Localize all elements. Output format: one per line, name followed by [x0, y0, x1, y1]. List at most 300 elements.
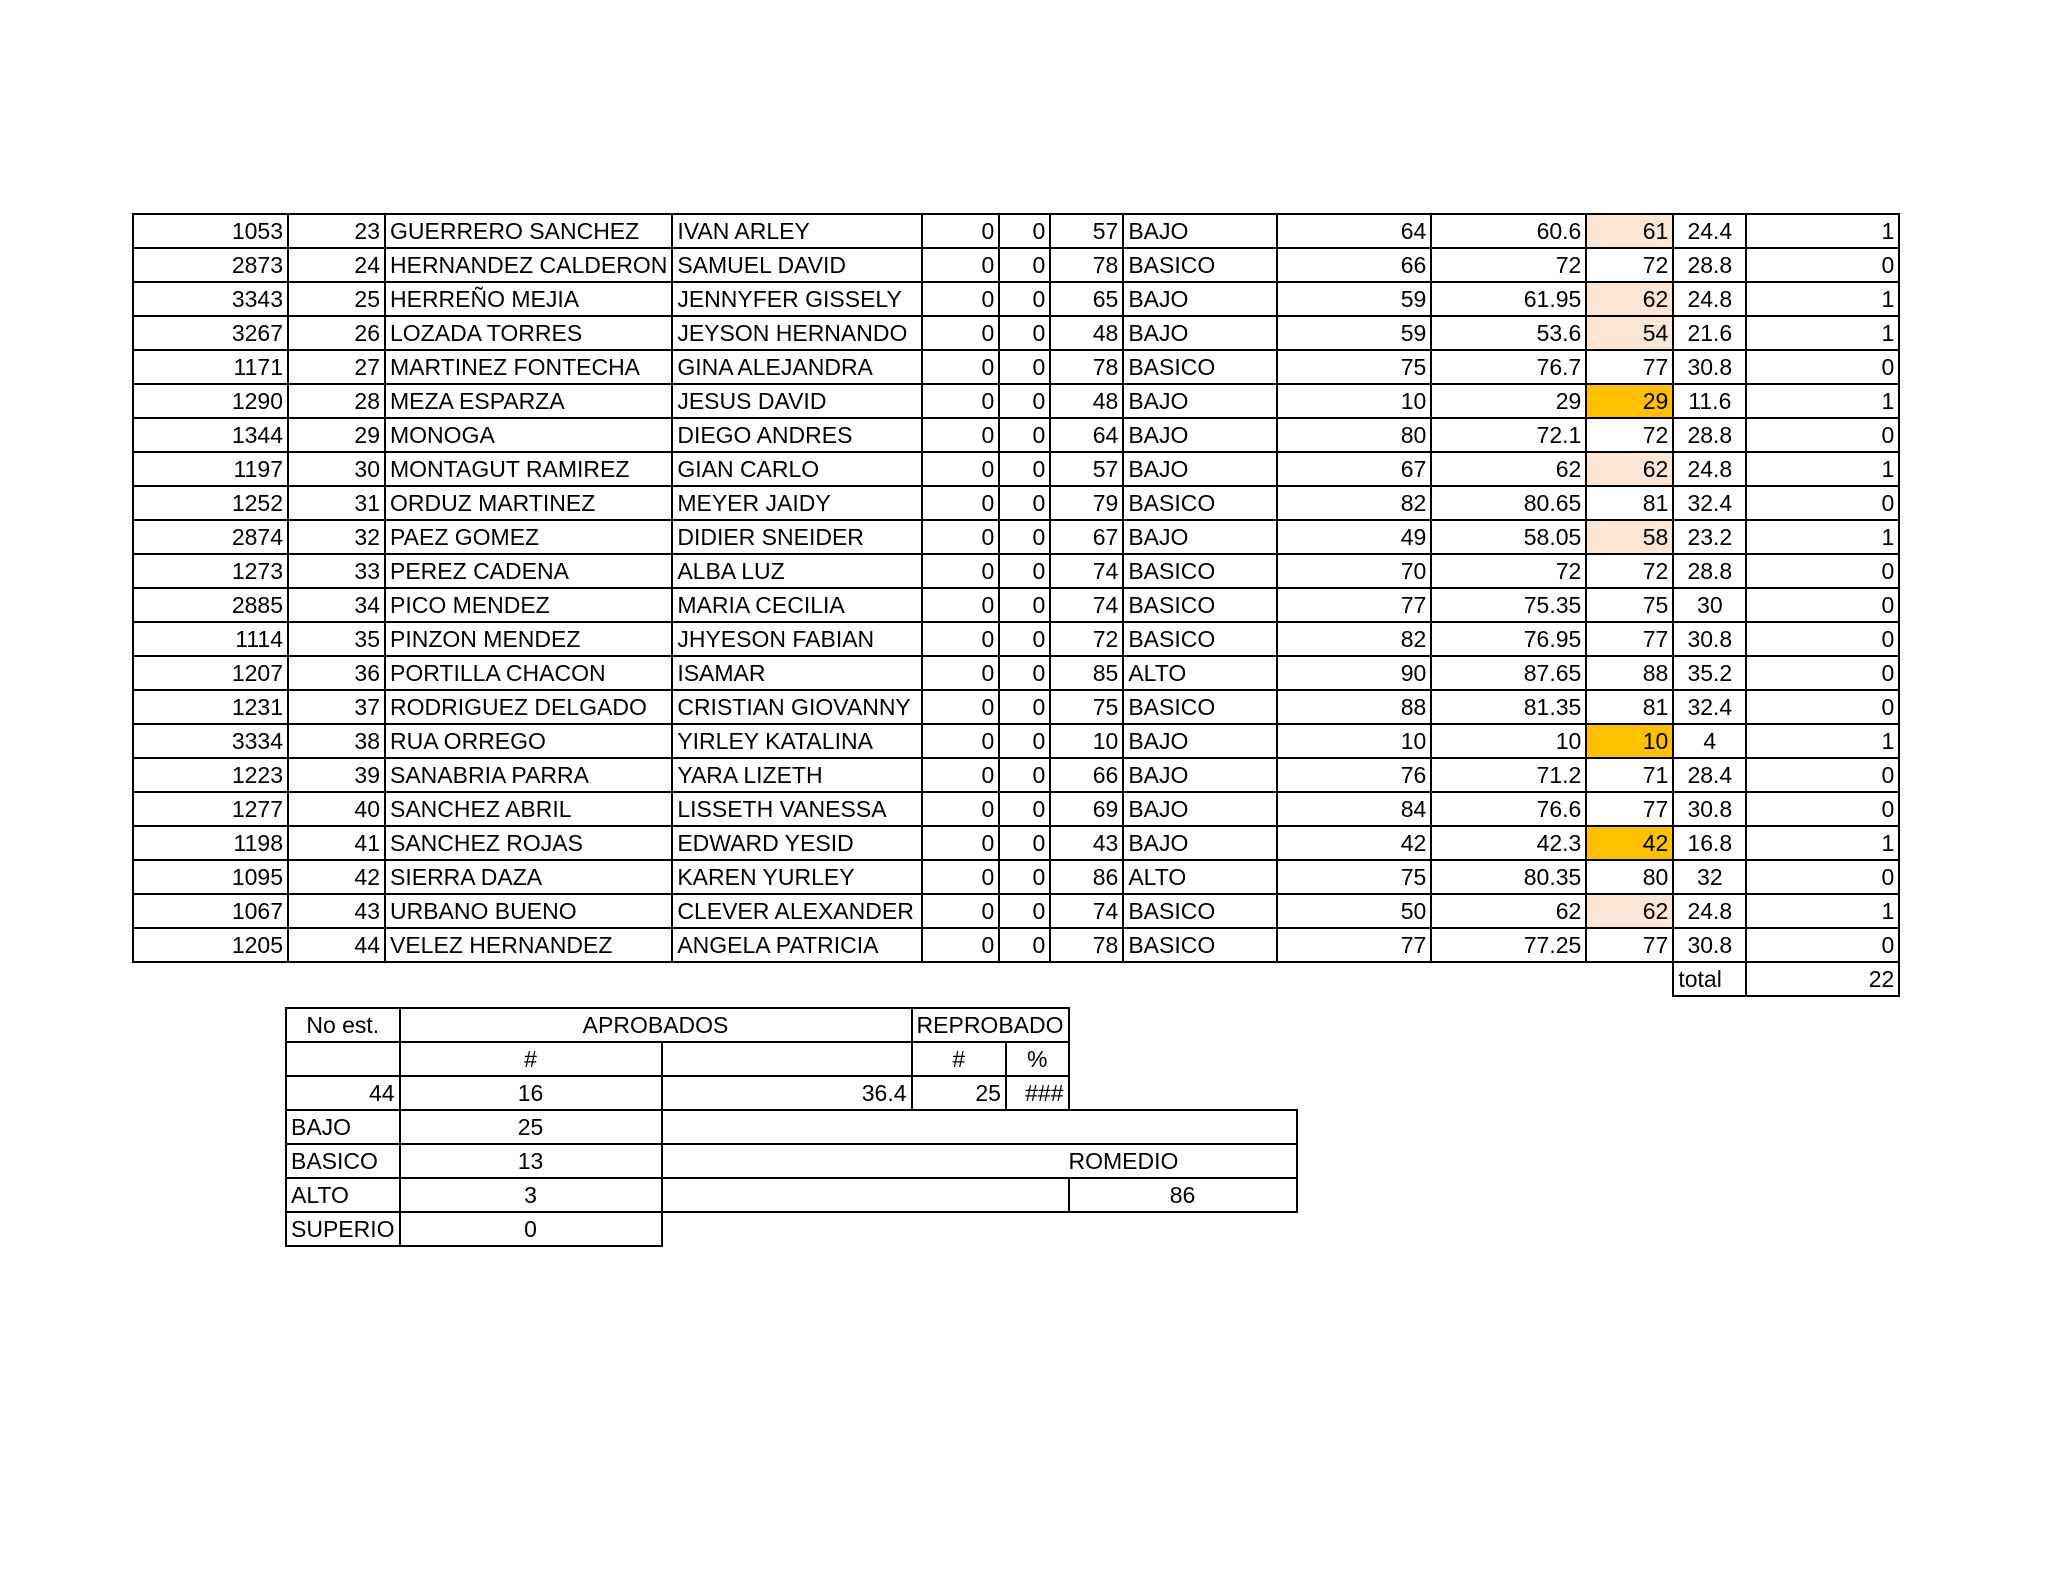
failed-flag-cell: 0 — [1746, 758, 1899, 792]
grade-2-cell: 82 — [1277, 486, 1431, 520]
grade-2-cell: 84 — [1277, 792, 1431, 826]
level-row-bajo — [286, 1110, 1297, 1144]
table-row — [133, 350, 1899, 384]
grade-cell: 67 — [1050, 520, 1123, 554]
last-names-cell: MARTINEZ FONTECHA — [385, 350, 672, 384]
grade-cell: 57 — [1050, 452, 1123, 486]
level-cell: BASICO — [1123, 554, 1277, 588]
student-code-cell: 1171 — [133, 350, 288, 384]
level-cell: BASICO — [1123, 894, 1277, 928]
first-names-cell: GINA ALEJANDRA — [672, 350, 922, 384]
col-c2-cell: 0 — [999, 384, 1050, 418]
percentage-cell: 32 — [1673, 860, 1746, 894]
first-names-cell: ANGELA PATRICIA — [672, 928, 922, 962]
level-cell: BASICO — [1123, 350, 1277, 384]
final-grade-cell: 54 — [1586, 316, 1673, 350]
grade-2-cell: 75 — [1277, 350, 1431, 384]
percentage-cell: 30.8 — [1673, 928, 1746, 962]
last-names-cell: VELEZ HERNANDEZ — [385, 928, 672, 962]
average-cell: 72 — [1431, 554, 1586, 588]
student-code-cell: 1223 — [133, 758, 288, 792]
first-names-cell: EDWARD YESID — [672, 826, 922, 860]
average-cell: 62 — [1431, 452, 1586, 486]
col-c1-cell: 0 — [922, 928, 999, 962]
first-names-cell: YIRLEY KATALINA — [672, 724, 922, 758]
grade-cell: 10 — [1050, 724, 1123, 758]
student-code-cell: 1252 — [133, 486, 288, 520]
first-names-cell: DIDIER SNEIDER — [672, 520, 922, 554]
col-c1-cell: 0 — [922, 316, 999, 350]
grade-2-cell: 80 — [1277, 418, 1431, 452]
failed-flag-cell: 1 — [1746, 826, 1899, 860]
col-c1-cell: 0 — [922, 350, 999, 384]
table-row — [133, 248, 1899, 282]
col-c2-cell: 0 — [999, 214, 1050, 248]
student-code-cell: 1095 — [133, 860, 288, 894]
final-grade-cell: 77 — [1586, 792, 1673, 826]
grade-2-cell: 88 — [1277, 690, 1431, 724]
list-number-cell: 29 — [288, 418, 385, 452]
average-cell: 29 — [1431, 384, 1586, 418]
level-cell: BAJO — [1123, 316, 1277, 350]
aprobados-count: 16 — [400, 1076, 662, 1110]
first-names-cell: MARIA CECILIA — [672, 588, 922, 622]
level-count: 13 — [400, 1144, 662, 1178]
final-grade-cell: 77 — [1586, 928, 1673, 962]
percentage-cell: 4 — [1673, 724, 1746, 758]
level-cell: BAJO — [1123, 792, 1277, 826]
failed-flag-cell: 0 — [1746, 656, 1899, 690]
student-code-cell: 3343 — [133, 282, 288, 316]
first-names-cell: KAREN YURLEY — [672, 860, 922, 894]
average-cell: 80.35 — [1431, 860, 1586, 894]
level-cell: BAJO — [1123, 826, 1277, 860]
grade-2-cell: 10 — [1277, 724, 1431, 758]
level-cell: BAJO — [1123, 758, 1277, 792]
first-names-cell: SAMUEL DAVID — [672, 248, 922, 282]
grade-2-cell: 77 — [1277, 928, 1431, 962]
grade-2-cell: 59 — [1277, 316, 1431, 350]
student-code-cell: 2874 — [133, 520, 288, 554]
table-row — [133, 656, 1899, 690]
final-grade-cell: 88 — [1586, 656, 1673, 690]
first-names-cell: GIAN CARLO — [672, 452, 922, 486]
first-names-cell: JEYSON HERNANDO — [672, 316, 922, 350]
grade-cell: 69 — [1050, 792, 1123, 826]
final-grade-cell: 61 — [1586, 214, 1673, 248]
col-c2-cell: 0 — [999, 622, 1050, 656]
col-c1-cell: 0 — [922, 520, 999, 554]
summary-header-row — [286, 1008, 1297, 1042]
average-cell: 75.35 — [1431, 588, 1586, 622]
failed-flag-cell: 0 — [1746, 554, 1899, 588]
col-c1-cell: 0 — [922, 758, 999, 792]
failed-flag-cell: 1 — [1746, 214, 1899, 248]
percentage-cell: 24.8 — [1673, 282, 1746, 316]
list-number-cell: 35 — [288, 622, 385, 656]
percentage-cell: 32.4 — [1673, 486, 1746, 520]
col-c2-cell: 0 — [999, 724, 1050, 758]
list-number-cell: 36 — [288, 656, 385, 690]
average-cell: 80.65 — [1431, 486, 1586, 520]
grade-cell: 72 — [1050, 622, 1123, 656]
level-label: ALTO — [286, 1178, 400, 1212]
col-c2-cell: 0 — [999, 316, 1050, 350]
first-names-cell: JESUS DAVID — [672, 384, 922, 418]
failed-flag-cell: 1 — [1746, 724, 1899, 758]
last-names-cell: RUA ORREGO — [385, 724, 672, 758]
total-spacer — [133, 962, 1673, 996]
student-code-cell: 1207 — [133, 656, 288, 690]
first-names-cell: CRISTIAN GIOVANNY — [672, 690, 922, 724]
percentage-cell: 32.4 — [1673, 690, 1746, 724]
list-number-cell: 28 — [288, 384, 385, 418]
table-row — [133, 282, 1899, 316]
table-row — [133, 316, 1899, 350]
promedio-label: ROMEDIO — [1069, 1144, 1297, 1178]
col-c1-cell: 0 — [922, 894, 999, 928]
grade-cell: 74 — [1050, 894, 1123, 928]
grade-cell: 75 — [1050, 690, 1123, 724]
list-number-cell: 39 — [288, 758, 385, 792]
average-cell: 61.95 — [1431, 282, 1586, 316]
list-number-cell: 40 — [288, 792, 385, 826]
grades-table-body — [133, 214, 1899, 962]
level-cell: BAJO — [1123, 214, 1277, 248]
percentage-cell: 23.2 — [1673, 520, 1746, 554]
grade-2-cell: 42 — [1277, 826, 1431, 860]
grade-2-cell: 77 — [1277, 588, 1431, 622]
col-c2-cell: 0 — [999, 452, 1050, 486]
col-c2-cell: 0 — [999, 248, 1050, 282]
first-names-cell: CLEVER ALEXANDER — [672, 894, 922, 928]
col-c1-cell: 0 — [922, 248, 999, 282]
failed-flag-cell: 0 — [1746, 588, 1899, 622]
table-row — [133, 418, 1899, 452]
first-names-cell: JHYESON FABIAN — [672, 622, 922, 656]
percentage-cell: 30.8 — [1673, 622, 1746, 656]
average-cell: 60.6 — [1431, 214, 1586, 248]
percentage-cell: 28.4 — [1673, 758, 1746, 792]
grade-cell: 74 — [1050, 588, 1123, 622]
final-grade-cell: 62 — [1586, 282, 1673, 316]
level-cell: ALTO — [1123, 860, 1277, 894]
percentage-cell: 28.8 — [1673, 554, 1746, 588]
percentage-cell: 30 — [1673, 588, 1746, 622]
first-names-cell: JENNYFER GISSELY — [672, 282, 922, 316]
table-row — [133, 452, 1899, 486]
level-label: BAJO — [286, 1110, 400, 1144]
last-names-cell: PICO MENDEZ — [385, 588, 672, 622]
table-row — [133, 520, 1899, 554]
percentage-cell: 28.8 — [1673, 248, 1746, 282]
level-cell: BAJO — [1123, 384, 1277, 418]
level-cell: BASICO — [1123, 486, 1277, 520]
reprobados-count: 25 — [912, 1076, 1006, 1110]
failed-flag-cell: 1 — [1746, 282, 1899, 316]
last-names-cell: MEZA ESPARZA — [385, 384, 672, 418]
average-cell: 42.3 — [1431, 826, 1586, 860]
list-number-cell: 32 — [288, 520, 385, 554]
table-row — [133, 860, 1899, 894]
failed-flag-cell: 1 — [1746, 452, 1899, 486]
failed-flag-cell: 0 — [1746, 486, 1899, 520]
col-c2-cell: 0 — [999, 282, 1050, 316]
student-code-cell: 2885 — [133, 588, 288, 622]
last-names-cell: PAEZ GOMEZ — [385, 520, 672, 554]
percentage-cell: 11.6 — [1673, 384, 1746, 418]
no-est-header: No est. — [286, 1008, 400, 1042]
grade-2-cell: 66 — [1277, 248, 1431, 282]
table-row — [133, 792, 1899, 826]
promedio-value: 86 — [1069, 1178, 1297, 1212]
table-row — [133, 894, 1899, 928]
col-c2-cell: 0 — [999, 418, 1050, 452]
average-cell: 72.1 — [1431, 418, 1586, 452]
student-code-cell: 1197 — [133, 452, 288, 486]
failed-flag-cell: 0 — [1746, 860, 1899, 894]
final-grade-cell: 42 — [1586, 826, 1673, 860]
grade-cell: 85 — [1050, 656, 1123, 690]
list-number-cell: 33 — [288, 554, 385, 588]
col-c1-cell: 0 — [922, 486, 999, 520]
last-names-cell: PINZON MENDEZ — [385, 622, 672, 656]
level-count: 0 — [400, 1212, 662, 1246]
average-cell: 10 — [1431, 724, 1586, 758]
col-c2-cell: 0 — [999, 656, 1050, 690]
grade-2-cell: 64 — [1277, 214, 1431, 248]
list-number-cell: 43 — [288, 894, 385, 928]
col-c1-cell: 0 — [922, 418, 999, 452]
failed-flag-cell: 0 — [1746, 418, 1899, 452]
grade-cell: 43 — [1050, 826, 1123, 860]
table-row — [133, 758, 1899, 792]
table-row — [133, 588, 1899, 622]
grade-cell: 74 — [1050, 554, 1123, 588]
list-number-cell: 24 — [288, 248, 385, 282]
table-row — [133, 928, 1899, 962]
list-number-cell: 37 — [288, 690, 385, 724]
last-names-cell: SIERRA DAZA — [385, 860, 672, 894]
percentage-cell: 16.8 — [1673, 826, 1746, 860]
student-code-cell: 2873 — [133, 248, 288, 282]
level-count: 3 — [400, 1178, 662, 1212]
col-c1-cell: 0 — [922, 214, 999, 248]
col-c2-cell: 0 — [999, 554, 1050, 588]
list-number-cell: 34 — [288, 588, 385, 622]
table-row — [133, 384, 1899, 418]
last-names-cell: MONTAGUT RAMIREZ — [385, 452, 672, 486]
grade-2-cell: 59 — [1277, 282, 1431, 316]
list-number-cell: 23 — [288, 214, 385, 248]
failed-flag-cell: 0 — [1746, 622, 1899, 656]
grade-cell: 48 — [1050, 384, 1123, 418]
col-c2-cell: 0 — [999, 928, 1050, 962]
grade-cell: 64 — [1050, 418, 1123, 452]
last-names-cell: LOZADA TORRES — [385, 316, 672, 350]
last-names-cell: SANABRIA PARRA — [385, 758, 672, 792]
table-row — [133, 826, 1899, 860]
aprobados-header: APROBADOS — [400, 1008, 912, 1042]
col-c2-cell: 0 — [999, 792, 1050, 826]
student-code-cell: 1198 — [133, 826, 288, 860]
aprobados-pct: 36.4 — [662, 1076, 912, 1110]
final-grade-cell: 71 — [1586, 758, 1673, 792]
col-c2-cell: 0 — [999, 486, 1050, 520]
percentage-cell: 30.8 — [1673, 792, 1746, 826]
student-code-cell: 1114 — [133, 622, 288, 656]
last-names-cell: PEREZ CADENA — [385, 554, 672, 588]
final-grade-cell: 62 — [1586, 452, 1673, 486]
last-names-cell: HERREÑO MEJIA — [385, 282, 672, 316]
last-names-cell: GUERRERO SANCHEZ — [385, 214, 672, 248]
col-c1-cell: 0 — [922, 452, 999, 486]
student-code-cell: 1205 — [133, 928, 288, 962]
col-c2-cell: 0 — [999, 690, 1050, 724]
last-names-cell: ORDUZ MARTINEZ — [385, 486, 672, 520]
grade-2-cell: 76 — [1277, 758, 1431, 792]
table-row — [133, 690, 1899, 724]
col-c1-cell: 0 — [922, 826, 999, 860]
grade-2-cell: 90 — [1277, 656, 1431, 690]
summary-values-row — [286, 1076, 1297, 1110]
first-names-cell: ALBA LUZ — [672, 554, 922, 588]
level-cell: BAJO — [1123, 724, 1277, 758]
first-names-cell: LISSETH VANESSA — [672, 792, 922, 826]
level-row-alto — [286, 1178, 1297, 1212]
list-number-cell: 44 — [288, 928, 385, 962]
grade-2-cell: 10 — [1277, 384, 1431, 418]
average-cell: 76.6 — [1431, 792, 1586, 826]
average-cell: 76.7 — [1431, 350, 1586, 384]
col-c1-cell: 0 — [922, 690, 999, 724]
level-cell: BAJO — [1123, 452, 1277, 486]
col-c1-cell: 0 — [922, 622, 999, 656]
list-number-cell: 41 — [288, 826, 385, 860]
summary-table — [285, 1007, 1298, 1247]
student-code-cell: 1067 — [133, 894, 288, 928]
level-cell: BAJO — [1123, 520, 1277, 554]
first-names-cell: ISAMAR — [672, 656, 922, 690]
percentage-cell: 21.6 — [1673, 316, 1746, 350]
student-code-cell: 1344 — [133, 418, 288, 452]
student-code-cell: 1053 — [133, 214, 288, 248]
failed-flag-cell: 0 — [1746, 928, 1899, 962]
average-cell: 76.95 — [1431, 622, 1586, 656]
grade-cell: 78 — [1050, 248, 1123, 282]
student-code-cell: 3267 — [133, 316, 288, 350]
last-names-cell: HERNANDEZ CALDERON — [385, 248, 672, 282]
average-cell: 71.2 — [1431, 758, 1586, 792]
final-grade-cell: 81 — [1586, 486, 1673, 520]
percentage-cell: 24.8 — [1673, 894, 1746, 928]
level-row-superior — [286, 1212, 1297, 1246]
student-code-cell: 1231 — [133, 690, 288, 724]
total-label: total — [1673, 962, 1746, 996]
percentage-cell: 35.2 — [1673, 656, 1746, 690]
average-cell: 87.65 — [1431, 656, 1586, 690]
no-est-value: 44 — [286, 1076, 400, 1110]
grade-cell: 78 — [1050, 350, 1123, 384]
level-cell: BASICO — [1123, 928, 1277, 962]
list-number-cell: 38 — [288, 724, 385, 758]
last-names-cell: RODRIGUEZ DELGADO — [385, 690, 672, 724]
failed-flag-cell: 0 — [1746, 690, 1899, 724]
reprobados-header: REPROBADO — [912, 1008, 1069, 1042]
table-row — [133, 486, 1899, 520]
final-grade-cell: 72 — [1586, 248, 1673, 282]
total-row — [133, 962, 1899, 996]
col-c1-cell: 0 — [922, 282, 999, 316]
list-number-cell: 31 — [288, 486, 385, 520]
final-grade-cell: 75 — [1586, 588, 1673, 622]
last-names-cell: MONOGA — [385, 418, 672, 452]
list-number-cell: 26 — [288, 316, 385, 350]
failed-flag-cell: 0 — [1746, 248, 1899, 282]
first-names-cell: IVAN ARLEY — [672, 214, 922, 248]
level-count: 25 — [400, 1110, 662, 1144]
grade-2-cell: 67 — [1277, 452, 1431, 486]
last-names-cell: PORTILLA CHACON — [385, 656, 672, 690]
average-cell: 72 — [1431, 248, 1586, 282]
list-number-cell: 25 — [288, 282, 385, 316]
reprobados-pct: ### — [1006, 1076, 1069, 1110]
list-number-cell: 42 — [288, 860, 385, 894]
col-c1-cell: 0 — [922, 724, 999, 758]
failed-flag-cell: 1 — [1746, 894, 1899, 928]
final-grade-cell: 72 — [1586, 554, 1673, 588]
final-grade-cell: 80 — [1586, 860, 1673, 894]
col-c2-cell: 0 — [999, 826, 1050, 860]
grade-cell: 86 — [1050, 860, 1123, 894]
level-cell: BASICO — [1123, 690, 1277, 724]
last-names-cell: SANCHEZ ROJAS — [385, 826, 672, 860]
grade-2-cell: 49 — [1277, 520, 1431, 554]
col-c2-cell: 0 — [999, 860, 1050, 894]
grade-cell: 78 — [1050, 928, 1123, 962]
average-cell: 62 — [1431, 894, 1586, 928]
final-grade-cell: 72 — [1586, 418, 1673, 452]
table-row — [133, 724, 1899, 758]
grade-2-cell: 82 — [1277, 622, 1431, 656]
table-row — [133, 214, 1899, 248]
first-names-cell: MEYER JAIDY — [672, 486, 922, 520]
final-grade-cell: 58 — [1586, 520, 1673, 554]
first-names-cell: YARA LIZETH — [672, 758, 922, 792]
grade-2-cell: 70 — [1277, 554, 1431, 588]
last-names-cell: SANCHEZ ABRIL — [385, 792, 672, 826]
final-grade-cell: 77 — [1586, 622, 1673, 656]
student-code-cell: 1273 — [133, 554, 288, 588]
list-number-cell: 27 — [288, 350, 385, 384]
grade-cell: 65 — [1050, 282, 1123, 316]
average-cell: 58.05 — [1431, 520, 1586, 554]
grade-2-cell: 50 — [1277, 894, 1431, 928]
total-value: 22 — [1746, 962, 1899, 996]
level-label: BASICO — [286, 1144, 400, 1178]
level-cell: BASICO — [1123, 622, 1277, 656]
percentage-cell: 24.4 — [1673, 214, 1746, 248]
grades-table — [132, 213, 1900, 997]
grade-cell: 57 — [1050, 214, 1123, 248]
failed-flag-cell: 0 — [1746, 792, 1899, 826]
col-c2-cell: 0 — [999, 350, 1050, 384]
percentage-cell: 30.8 — [1673, 350, 1746, 384]
col-c1-cell: 0 — [922, 656, 999, 690]
col-c1-cell: 0 — [922, 860, 999, 894]
final-grade-cell: 81 — [1586, 690, 1673, 724]
level-cell: BASICO — [1123, 588, 1277, 622]
